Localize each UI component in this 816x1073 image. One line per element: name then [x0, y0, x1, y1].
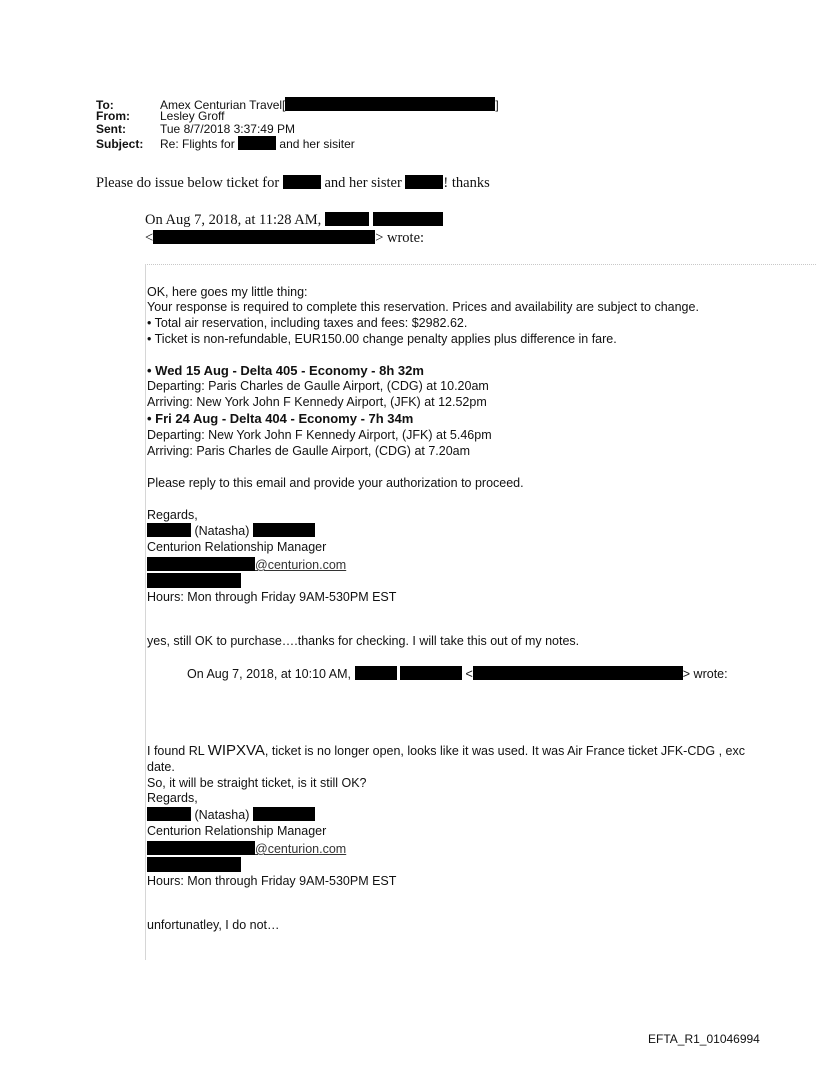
- intro-part3: ! thanks: [443, 175, 490, 191]
- to-end: ]: [495, 98, 499, 112]
- found-line: [147, 742, 745, 759]
- flight1-title: • Wed 15 Aug - Delta 405 - Economy - 8h 32m: [147, 363, 424, 378]
- found-post: , ticket is no longer open, looks like it was used. It was Air France ticket JFK-CDG , exc: [264, 744, 745, 758]
- flight2-depart: Departing: New York John F Kennedy Airport, (JFK) at 5.46pm: [147, 428, 492, 442]
- redaction: [147, 573, 241, 588]
- sent-value: Tue 8/7/2018 3:37:49 PM: [160, 122, 295, 136]
- flight2-arrive: Arriving: Paris Charles de Gaulle Airport, (CDG) at 7.20am: [147, 444, 471, 458]
- natasha: (Natasha): [194, 524, 250, 538]
- redaction: [147, 807, 191, 821]
- redaction: [147, 557, 255, 571]
- quote-divider: [145, 264, 816, 265]
- regards: Regards,: [147, 508, 198, 522]
- redaction: [253, 807, 315, 821]
- redaction: [283, 175, 321, 189]
- header-subject: [96, 136, 355, 151]
- found-pre: I found RL: [147, 744, 208, 758]
- intro-part1: Please do issue below ticket for: [96, 175, 280, 191]
- to-label: To:: [96, 98, 114, 112]
- intro-part2: and her sister: [324, 175, 402, 191]
- subject-label: Subject:: [96, 137, 144, 151]
- hours-2: Hours: Mon through Friday 9AM-530PM EST: [147, 874, 397, 888]
- quote1-on: On Aug 7, 2018, at 11:28 AM,: [145, 212, 322, 228]
- record-locator: WIPXVA: [207, 742, 265, 759]
- quote1-line2: [145, 230, 424, 247]
- reply-line: Please reply to this email and provide your authorization to proceed.: [147, 476, 524, 490]
- from-label: From:: [96, 109, 130, 123]
- quote1-line1: [145, 212, 443, 229]
- signature-name: [147, 523, 315, 538]
- redaction: [238, 136, 276, 150]
- sent-label: Sent:: [96, 122, 126, 136]
- bullet-ticket: • Ticket is non-refundable, EUR150.00 change penalty applies plus difference in fare.: [147, 332, 617, 346]
- quote1-lt: <: [145, 230, 154, 246]
- flight1-arrive: Arriving: New York John F Kennedy Airport, (JFK) at 12.52pm: [147, 395, 487, 409]
- intro-line: [96, 175, 490, 192]
- redaction: [147, 857, 241, 872]
- manager-title: Centurion Relationship Manager: [147, 540, 327, 554]
- redaction: [373, 212, 443, 226]
- to-value: Amex Centurian Travel[: [160, 98, 286, 112]
- manager-title-2: Centurion Relationship Manager: [147, 824, 327, 838]
- signature-name-2: [147, 807, 315, 822]
- flight1-depart: Departing: Paris Charles de Gaulle Airport, (CDG) at 10.20am: [147, 379, 489, 393]
- quote2-header: [187, 666, 728, 681]
- redaction: [147, 841, 255, 855]
- quote2-on: On Aug 7, 2018, at 10:10 AM,: [187, 667, 352, 681]
- quote1-wrote: > wrote:: [375, 230, 425, 246]
- natasha-2: (Natasha): [194, 808, 250, 822]
- signature-email-2: [147, 841, 346, 856]
- redaction: [355, 666, 397, 680]
- quote2-wrote: > wrote:: [682, 667, 728, 681]
- from-value: Lesley Groff: [160, 109, 225, 123]
- subject-pre: Re: Flights for: [160, 137, 235, 151]
- date-line: date.: [147, 760, 175, 774]
- flight2-title: • Fri 24 Aug - Delta 404 - Economy - 7h 34m: [147, 411, 414, 426]
- quote2-lt: <: [465, 667, 473, 681]
- unfortunately-line: unfortunatley, I do not…: [147, 918, 280, 932]
- redaction: [253, 523, 315, 537]
- redaction: [325, 212, 369, 226]
- signature-email: [147, 557, 346, 572]
- redaction: [285, 97, 495, 111]
- regards-2: Regards,: [147, 791, 198, 805]
- hours: Hours: Mon through Friday 9AM-530PM EST: [147, 590, 397, 604]
- redaction: [400, 666, 462, 680]
- subject-post: and her sisiter: [279, 137, 355, 151]
- straight-line: So, it will be straight ticket, is it still OK?: [147, 776, 367, 790]
- yes-line: yes, still OK to purchase….thanks for checking. I will take this out of my notes.: [147, 634, 580, 648]
- redaction: [153, 230, 375, 244]
- redaction: [473, 666, 683, 680]
- ok-line: OK, here goes my little thing:: [147, 285, 308, 299]
- response-line: Your response is required to complete this reservation. Prices and availability are subject to change.: [147, 300, 699, 314]
- header-sent: [96, 123, 295, 136]
- bullet-total: • Total air reservation, including taxes and fees: $2982.62.: [147, 316, 468, 330]
- redaction: [147, 523, 191, 537]
- email-link[interactable]: @centurion.com: [255, 558, 347, 572]
- bates-number: EFTA_R1_01046994: [648, 1032, 760, 1046]
- redaction: [405, 175, 443, 189]
- email-link-2[interactable]: @centurion.com: [255, 842, 347, 856]
- quote-bar: [145, 264, 146, 960]
